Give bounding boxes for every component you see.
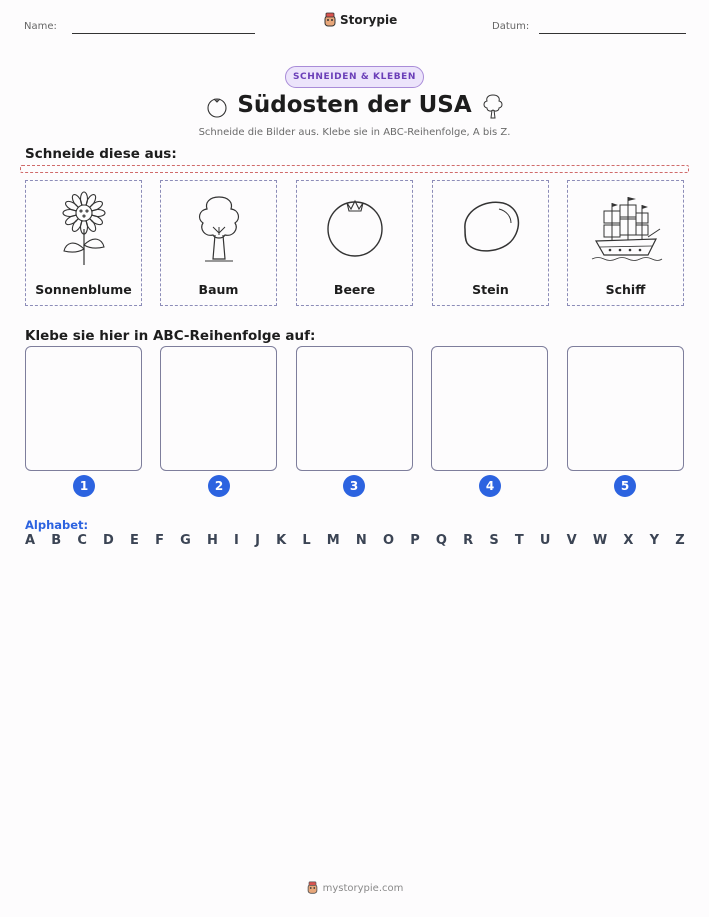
footer <box>0 881 709 895</box>
alphabet-letter: G <box>180 533 191 548</box>
cut-card-tree[interactable] <box>160 180 277 306</box>
alphabet-letter: I <box>234 533 239 548</box>
alphabet-letter: Y <box>649 533 660 548</box>
paste-box-1[interactable] <box>25 346 142 471</box>
cut-card-ship[interactable] <box>567 180 684 306</box>
paste-box-3[interactable] <box>296 346 413 471</box>
cut-line <box>20 165 689 173</box>
alphabet-letter: B <box>51 533 62 548</box>
alphabet-title: Alphabet: <box>25 518 89 532</box>
alphabet-letter: W <box>592 533 608 548</box>
cut-card-sunflower[interactable] <box>25 180 142 306</box>
alphabet-letter: S <box>489 533 499 548</box>
number-badge-5: 5 <box>614 475 636 497</box>
activity-badge: SCHNEIDEN & KLEBEN <box>285 66 424 88</box>
cut-card-label: Schiff <box>605 282 646 297</box>
alphabet-letter: M <box>326 533 340 548</box>
date-line[interactable] <box>539 33 686 34</box>
cut-card-berry[interactable] <box>296 180 413 306</box>
alphabet-letter: J <box>255 533 260 548</box>
alphabet-letter: E <box>130 533 139 548</box>
paste-box-2[interactable] <box>160 346 277 471</box>
alphabet-letter: Q <box>435 533 447 548</box>
number-badge-3: 3 <box>343 475 365 497</box>
footer-url[interactable]: mystorypie.com <box>322 882 404 894</box>
alphabet-letter: A <box>25 533 36 548</box>
alphabet-letter: U <box>539 533 551 548</box>
tree-icon <box>179 189 259 269</box>
number-badge-2: 2 <box>208 475 230 497</box>
alphabet-letter: K <box>276 533 287 548</box>
paste-section-heading: Klebe sie hier in ABC-Reihenfolge auf: <box>25 328 316 344</box>
name-line[interactable] <box>72 33 255 34</box>
berry-icon <box>315 189 395 269</box>
paste-box-5[interactable] <box>567 346 684 471</box>
storypie-mascot-icon <box>306 881 319 895</box>
paste-box-4[interactable] <box>431 346 548 471</box>
brand-name: Storypie <box>340 13 398 27</box>
alphabet-letter: O <box>382 533 395 548</box>
cut-card-label: Baum <box>198 282 239 297</box>
brand-logo <box>323 12 397 28</box>
alphabet-letter: P <box>410 533 420 548</box>
ship-icon <box>586 189 666 269</box>
date-label: Datum: <box>492 21 530 32</box>
cut-card-label: Beere <box>333 282 376 297</box>
cut-card-stone[interactable] <box>432 180 549 306</box>
number-badge-4: 4 <box>479 475 501 497</box>
alphabet-letter: L <box>302 533 311 548</box>
instructions: Schneide die Bilder aus. Klebe sie in ABC-Reihenfolge, A bis Z. <box>198 127 511 138</box>
alphabet-letter: D <box>103 533 114 548</box>
alphabet-letter: X <box>623 533 634 548</box>
alphabet-letter: Z <box>675 533 685 548</box>
alphabet-letter: F <box>155 533 164 548</box>
alphabet-letter: T <box>514 533 524 548</box>
stone-icon <box>451 189 531 269</box>
cut-card-label: Stein <box>472 282 509 297</box>
alphabet-letter: C <box>77 533 87 548</box>
cut-section-heading: Schneide diese aus: <box>25 146 177 162</box>
alphabet-letter: H <box>206 533 218 548</box>
alphabet-letter: R <box>463 533 474 548</box>
page-title: Südosten der USA <box>237 92 472 118</box>
number-badge-1: 1 <box>73 475 95 497</box>
name-label: Name: <box>24 21 57 32</box>
tree-icon <box>480 92 506 120</box>
cut-card-label: Sonnenblume <box>35 282 132 297</box>
alphabet-row <box>25 533 685 548</box>
storypie-mascot-icon <box>323 12 337 28</box>
alphabet-letter: V <box>566 533 577 548</box>
alphabet-letter: N <box>355 533 367 548</box>
sunflower-icon <box>44 189 124 269</box>
